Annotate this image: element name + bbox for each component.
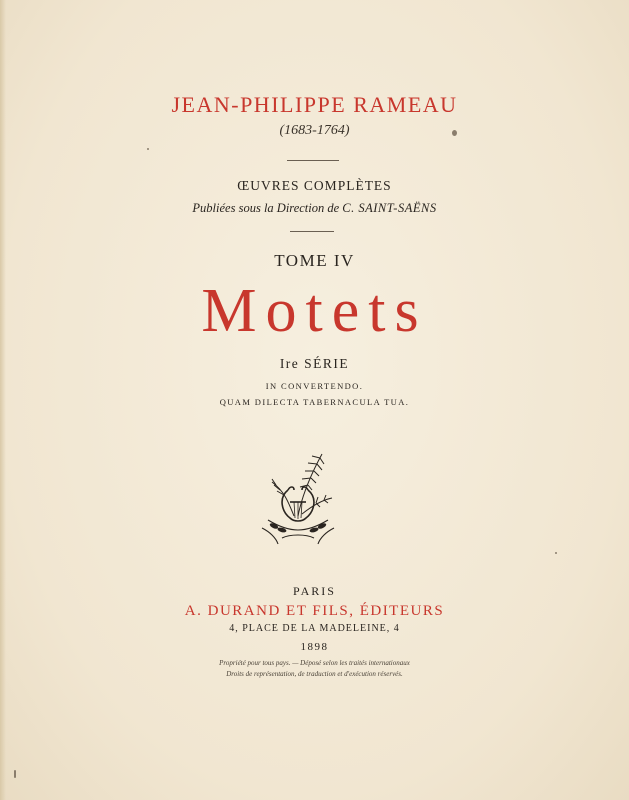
work-title: Motets: [201, 277, 428, 345]
rights-notice-line-2: Droits de représentation, de traduction et d'exécution réservés.: [226, 670, 403, 678]
imprint-publisher: A. DURAND ET FILS, ÉDITEURS: [184, 603, 445, 619]
volume-number: TOME IV: [274, 251, 355, 270]
rights-notice-line-1: Propriété pour tous pays. — Déposé selon les traités internationaux: [219, 659, 410, 667]
editor-line-prefix: Publiées sous la Direction de: [192, 201, 340, 215]
divider-rule-bottom: [290, 231, 334, 232]
editor-name: C. SAINT-SAËNS: [342, 201, 437, 215]
paper-speck: [14, 770, 16, 778]
paper-speck: [555, 552, 557, 554]
paper-speck: [147, 148, 149, 150]
imprint-year: 1898: [300, 641, 329, 653]
motet-title-1: IN CONVERTENDO.: [265, 381, 364, 391]
series-label: Ire SÉRIE: [279, 356, 350, 371]
imprint-city: PARIS: [293, 584, 336, 598]
divider-rule-top: [287, 160, 339, 161]
collection-title: ŒUVRES COMPLÈTES: [237, 178, 392, 193]
motet-title-2: QUAM DILECTA TABERNACULA TUA.: [219, 397, 410, 407]
editor-line: [0, 201, 629, 216]
composer-name: JEAN-PHILIPPE RAMEAU: [171, 92, 458, 117]
composer-dates: (1683-1764): [279, 123, 350, 138]
lyre-palm-emblem-icon: [258, 446, 338, 546]
imprint-address: 4, PLACE DE LA MADELEINE, 4: [229, 623, 400, 634]
paper-speck: [452, 130, 457, 136]
